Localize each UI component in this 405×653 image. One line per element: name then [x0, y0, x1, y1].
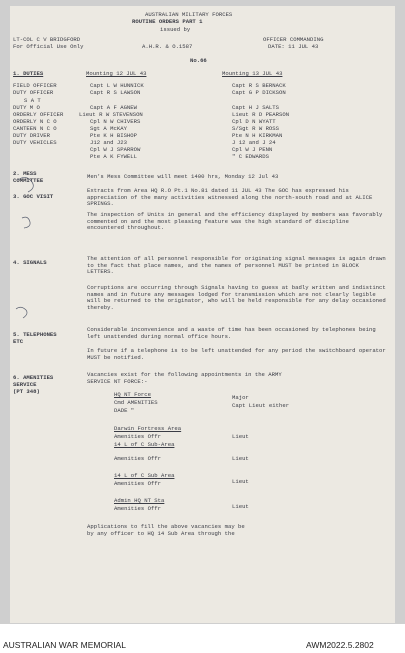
vacancy-unit: HQ NT Force: [114, 391, 151, 398]
vacancy-rank: Lieut: [232, 503, 249, 510]
duty-first: Sgt A McKAY: [90, 125, 127, 132]
section-4-heading: 4. SIGNALS: [13, 259, 47, 266]
duty-role: ORDERLY N C O: [13, 118, 57, 125]
handwriting-marks: [10, 6, 395, 623]
section-5-subheading: ETC: [13, 338, 24, 345]
section-2-heading: 2. MESS: [13, 170, 37, 177]
caption-bar: [0, 624, 405, 653]
duty-first: Cpl N W CHIVERS: [90, 118, 141, 125]
vacancy-rank: Lieut: [232, 433, 249, 440]
duty-second: Capt H J SALTS: [232, 104, 279, 111]
archive-name: AUSTRALIAN WAR MEMORIAL: [3, 640, 126, 650]
signals-paragraph-2: Corruptions are occurring through Signals having to guess at badly written and indistinct names and in future any messages lodged for transmission which are not clearly legible will be returned to the originator, who will be held responsible for any delay occasioned thereby.: [87, 284, 386, 312]
mounting-col-1: Mounting 12 JUL 43: [86, 70, 147, 77]
vacancy-rank: Major: [232, 394, 249, 401]
duty-first: Lieut R W STEVENSON: [79, 111, 143, 118]
distribution-line: LT-COL C V BRIDGFORD: [13, 36, 81, 43]
orders-title: ROUTINE ORDERS PART 1: [132, 18, 203, 25]
vacancy-appointment: Cmd AMENITIES: [114, 399, 158, 406]
duty-role: DUTY M O: [13, 104, 40, 111]
vacancy-unit: 14 L of C Sub Area: [114, 472, 175, 479]
duty-second: Lieut R D PEARSON: [232, 111, 290, 118]
mess-committee-text: Men's Mess Committee will meet 1400 hrs, Monday 12 Jul 43: [87, 173, 279, 180]
duty-first: Capt A F AGNEW: [90, 104, 137, 111]
duties-heading: 1. DUTIES: [13, 70, 44, 77]
vacancies-line-1: Vacancies exist for the following appointments in the ARMY: [87, 371, 282, 378]
order-number: No.66: [190, 57, 207, 64]
official-use-line: For Official Use Only: [13, 43, 84, 50]
duty-role: CANTEEN N C O: [13, 125, 57, 132]
applications-line-2: by any officer to HQ 14 Sub Area through the: [87, 530, 235, 537]
duty-role: ORDERLY OFFICER: [13, 111, 64, 118]
applications-line-1: Applications to fill the above vacancies may be: [87, 523, 245, 530]
duty-second: " C EDWARDS: [232, 153, 269, 160]
duty-second: Capt G P DICKSON: [232, 89, 286, 96]
vacancy-appointment: DADE ": [114, 407, 135, 414]
duty-role: DUTY OFFICER: [13, 89, 54, 96]
unit-title: AUSTRALIAN MILITARY FORCES: [145, 11, 233, 18]
vacancy-appointment: Amenities Offr: [114, 480, 161, 487]
vacancy-unit: Darwin Fortress Area: [114, 425, 182, 432]
section-3-heading: 3. GOC VISIT: [13, 193, 54, 200]
vacancy-appointment: Amenities Offr: [114, 455, 161, 462]
duty-first: Cpl W J SPARROW: [90, 146, 141, 153]
section-6-heading: 6. AMENITIES: [13, 374, 54, 381]
telephones-paragraph-1: Considerable inconvenience and a waste of time has been occasioned by telephones being left unattended during normal office hours.: [87, 326, 376, 340]
duty-second: S/Sgt R W ROSS: [232, 125, 279, 132]
section-5-heading: 5. TELEPHONES: [13, 331, 57, 338]
document-sheet: [10, 6, 395, 623]
signals-paragraph-1: The attention of all personnel responsible for originating signal messages is again drawn to the fact that place names, and the names of personnel MUST be printed in BLOCK LETTERS.: [87, 255, 386, 276]
vacancy-unit: Admin HQ NT Sta: [114, 497, 165, 504]
vacancy-rank: Lieut: [232, 455, 249, 462]
visit-paragraph-2: The inspection of Units in general and the efficiency displayed by members was favorably commented on and the most pleasing feature was the high standard of discipline encountered throughout.: [87, 211, 383, 232]
vacancy-rank: Lieut: [232, 478, 249, 485]
duty-first: J12 and J23: [90, 139, 127, 146]
duty-second: J 12 and J 24: [232, 139, 276, 146]
duty-first: Pte K H BISHOP: [90, 132, 137, 139]
duty-second: Capt R S BERNACK: [232, 82, 286, 89]
vacancy-appointment: Amenities Offr: [114, 505, 161, 512]
duty-role: DUTY DRIVER: [13, 132, 50, 139]
duty-second: Pte N H KIRKMAN: [232, 132, 283, 139]
duty-role: S A T: [24, 97, 41, 104]
duty-first: Capt R S LAWSON: [90, 89, 141, 96]
vacancies-line-2: SERVICE NT FORCE:-: [87, 378, 148, 385]
section-2-subheading: COMMITTEE: [13, 177, 44, 184]
duty-first: Capt L W HUNNICK: [90, 82, 144, 89]
officer-commanding: OFFICER COMMANDING: [263, 36, 324, 43]
reference-number: A.H.R. & O.1587: [142, 43, 193, 50]
accession-number: AWM2022.5.2802: [306, 640, 374, 650]
vacancy-appointment: 14 L of C Sub-Area: [114, 441, 175, 448]
duty-role: FIELD OFFICER: [13, 82, 57, 89]
telephones-paragraph-2: In future if a telephone is to be left unattended for any period the switchboard operator MUST be notified.: [87, 347, 386, 361]
duty-role: DUTY VEHICLES: [13, 139, 57, 146]
duty-first: Pte A K FYWELL: [90, 153, 137, 160]
section-6-subheading: SERVICE: [13, 381, 37, 388]
vacancy-rank: Capt Lieut either: [232, 402, 290, 409]
duty-second: Cpl W J PENN: [232, 146, 273, 153]
section-6-number: (PT 348): [13, 388, 40, 395]
visit-paragraph-1: Extracts from Area HQ R.O Pt.1 No.81 dated 11 JUL 43 The GOC has expressed his appreciation of the many activities witnessed along the north-south road and at ALICE SPRINGS.: [87, 187, 373, 208]
issued-by: issued by: [160, 26, 191, 33]
vacancy-appointment: Amenities Offr: [114, 433, 161, 440]
order-date: DATE: 11 JUL 43: [268, 43, 319, 50]
duty-second: Cpl D N WYATT: [232, 118, 276, 125]
mounting-col-2: Mounting 13 JUL 43: [222, 70, 283, 77]
